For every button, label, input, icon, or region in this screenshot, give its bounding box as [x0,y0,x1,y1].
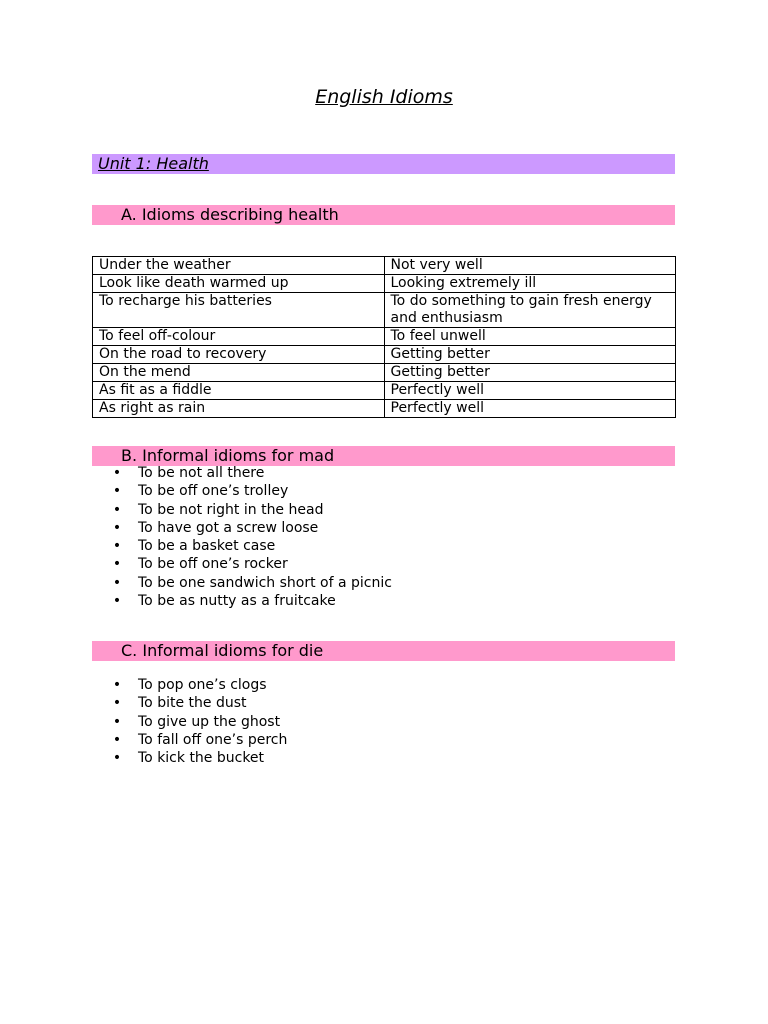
list-item-text: To pop one’s clogs [138,677,267,693]
list-item [112,694,287,712]
table-row [93,257,676,275]
bullet-icon: • [112,750,122,767]
list-item-text: To be not all there [138,465,265,481]
list-item-text: To be not right in the head [138,501,324,518]
bullet-icon: • [112,501,122,518]
bullet-icon: • [112,465,122,481]
table-row [93,382,676,400]
die-idioms-list [112,676,287,767]
list-item [112,713,287,731]
health-idioms-table [92,256,676,418]
meaning-cell: To do something to gain fresh energy and enthusiasm [384,293,676,328]
meaning-cell: Getting better [384,364,676,382]
unit-heading: Unit 1: Health [98,154,209,173]
meaning-cell: Perfectly well [384,382,676,400]
list-item [112,592,392,610]
list-item-text: To have got a screw loose [138,519,319,536]
bullet-icon: • [112,731,122,748]
idiom-cell: As fit as a fiddle [93,382,385,400]
bullet-icon: • [112,519,122,536]
table-row [93,293,676,328]
bullet-icon: • [112,593,122,610]
mad-idioms-list [112,464,392,610]
bullet-icon: • [112,677,122,693]
list-item [112,482,392,500]
list-item [112,676,287,694]
table-row [93,328,676,346]
bullet-icon: • [112,483,122,500]
list-item-text: To kick the bucket [138,750,265,767]
list-item [112,749,287,767]
meaning-cell: Perfectly well [384,400,676,418]
bullet-icon: • [112,713,122,730]
list-item-text: To be one sandwich short of a picnic [138,574,392,591]
bullet-icon: • [112,574,122,591]
meaning-cell: Getting better [384,346,676,364]
list-item [112,731,287,749]
table-row [93,364,676,382]
table-row [93,346,676,364]
table-row [93,400,676,418]
list-item-text: To give up the ghost [138,713,281,730]
idiom-cell: To feel off-colour [93,328,385,346]
list-item [112,519,392,537]
unit-heading-band [92,154,675,174]
idiom-cell: To recharge his batteries [93,293,385,328]
list-item [112,537,392,555]
list-item-text: To be off one’s trolley [138,483,289,500]
list-item [112,574,392,592]
list-item-text: To bite the dust [138,695,247,712]
bullet-icon: • [112,538,122,555]
bullet-icon: • [112,695,122,712]
meaning-cell: To feel unwell [384,328,676,346]
document-title: English Idioms [315,86,453,108]
list-item-text: To be as nutty as a fruitcake [138,593,336,610]
idiom-cell: On the mend [93,364,385,382]
list-item [112,555,392,573]
list-item-text: To fall off one’s perch [138,731,288,748]
meaning-cell: Looking extremely ill [384,275,676,293]
bullet-icon: • [112,556,122,573]
list-item-text: To be a basket case [138,538,276,555]
idiom-cell: As right as rain [93,400,385,418]
idiom-cell: Look like death warmed up [93,275,385,293]
meaning-cell: Not very well [384,257,676,275]
section-a-heading: A. Idioms describing health [92,205,675,225]
idiom-cell: Under the weather [93,257,385,275]
section-c-heading: C. Informal idioms for die [92,641,675,661]
idiom-cell: On the road to recovery [93,346,385,364]
section-b-heading: B. Informal idioms for mad [92,446,675,466]
list-item [112,464,392,482]
table-row [93,275,676,293]
list-item [112,501,392,519]
list-item-text: To be off one’s rocker [138,556,288,573]
